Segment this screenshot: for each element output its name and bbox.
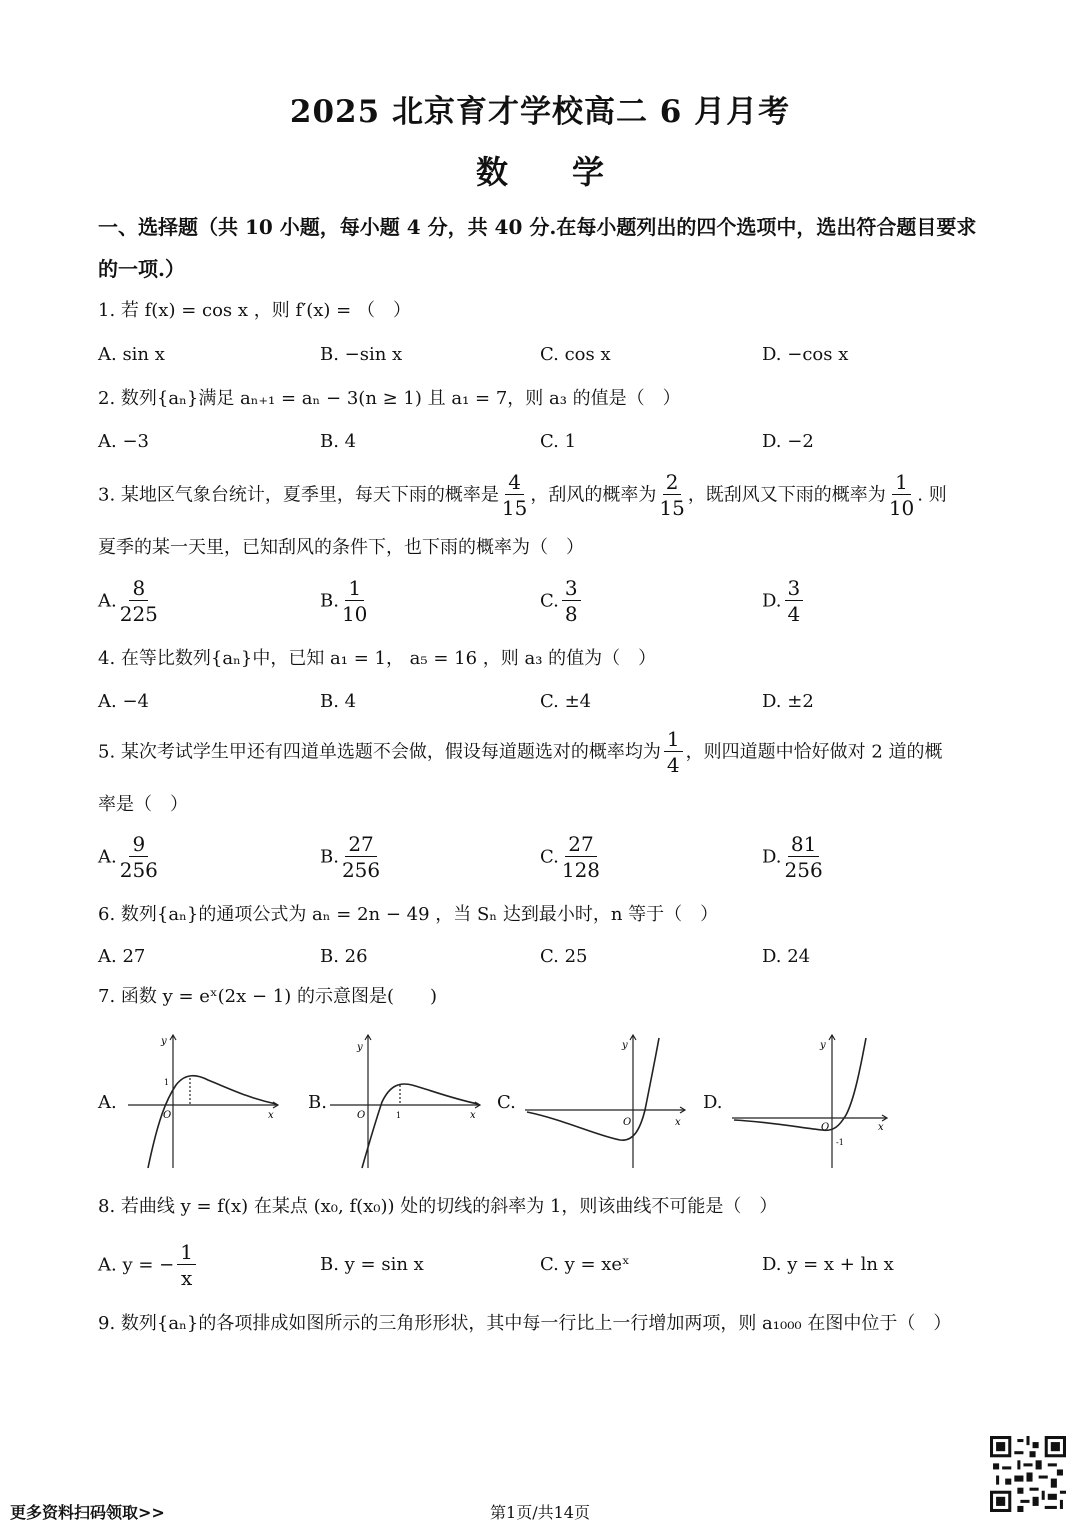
q6-option-d[interactable]: D. 24 (762, 946, 811, 967)
q5-option-c[interactable]: C. $\frac{27}{128}$ (540, 832, 601, 882)
q3-fraction-wind: $\frac{2}{15}$ (659, 470, 685, 520)
q1-option-c[interactable]: C. cos x (540, 344, 611, 365)
q3-option-d[interactable]: D. $\frac{3}{4}$ (762, 576, 806, 627)
graph-b-y-label: y (357, 1042, 363, 1053)
q3-option-c[interactable]: C. $\frac{3}{8}$ (540, 576, 584, 627)
q2-option-c[interactable]: C. 1 (540, 431, 577, 452)
q4-option-b[interactable]: B. 4 (320, 691, 357, 712)
q3-text-a: 3. 某地区气象台统计，夏季里，每天下雨的概率是 (98, 484, 499, 506)
q5-option-d[interactable]: D. $\frac{81}{256}$ (762, 832, 823, 882)
graph-c-x-label: x (675, 1117, 681, 1128)
q7-option-b[interactable]: B. (308, 1092, 327, 1113)
graph-d-origin: O (821, 1122, 830, 1133)
question-5-line2: 率是（ ） (98, 794, 188, 815)
question-5-stem (98, 727, 998, 778)
q3-option-a[interactable]: A. $\frac{8}{225}$ (98, 576, 158, 626)
q6-option-a[interactable]: A. 27 (98, 946, 146, 967)
q2-option-a[interactable]: A. −3 (98, 431, 149, 452)
q7-option-c[interactable]: C. (497, 1092, 516, 1113)
q5-text-a: 5. 某次考试学生甲还有四道单选题不会做，假设每道题选对的概率均为 (98, 741, 661, 763)
question-3-stem (98, 470, 998, 521)
q8-option-d[interactable]: D. y = x + ln x (762, 1254, 894, 1275)
q4-option-a[interactable]: A. −4 (98, 691, 149, 712)
graph-c-y-label: y (622, 1040, 628, 1051)
q8-option-a[interactable]: A. y = − $\frac{1}{x}$ (98, 1240, 199, 1291)
q7-graph-a (128, 1030, 288, 1170)
graph-a-tick-1: 1 (164, 1078, 170, 1087)
q3-fraction-rain: $\frac{4}{15}$ (501, 470, 528, 520)
question-3-line2: 夏季的某一天里，已知刮风的条件下，也下雨的概率为（ ） (98, 537, 584, 558)
subject-title: 数 学 (475, 153, 604, 191)
q7-graph-c (525, 1030, 695, 1170)
question-9-stem: 9. 数列{aₙ}的各项排成如图所示的三角形形状，其中每一行比上一行增加两项，则 a₁₀₀₀ 在图中位于（ ） (98, 1313, 952, 1334)
graph-a-x-label: x (268, 1110, 274, 1121)
q4-option-d[interactable]: D. ±2 (762, 691, 814, 712)
graph-a-y-label: y (161, 1036, 167, 1047)
graph-d-tick-neg1: -1 (836, 1138, 844, 1147)
question-4-stem: 4. 在等比数列{aₙ}中，已知 a₁ = 1， a₅ = 16 ，则 a₃ 的值为（ ） (98, 648, 657, 669)
q2-option-d[interactable]: D. −2 (762, 431, 814, 452)
page-number: 第1页/共14页 (490, 1503, 590, 1522)
q1-option-b[interactable]: B. −sin x (320, 344, 403, 365)
q3-option-b[interactable]: B. $\frac{1}{10}$ (320, 576, 368, 626)
q7-graph-b (330, 1030, 490, 1170)
q8-option-c[interactable]: C. y = xeˣ (540, 1254, 630, 1275)
q1-option-d[interactable]: D. −cos x (762, 344, 849, 365)
q3-text-d: . 则 (917, 484, 947, 506)
q3-fraction-both: $\frac{1}{10}$ (888, 470, 915, 520)
page-title: 2025 北京育才学校高二 6 月月考 (289, 94, 791, 130)
q7-option-d[interactable]: D. (703, 1092, 723, 1113)
q1-option-a[interactable]: A. sin x (98, 344, 165, 365)
q7-option-a[interactable]: A. (98, 1092, 117, 1113)
question-7-stem: 7. 函数 y = eˣ(2x − 1) 的示意图是( ) (98, 986, 437, 1007)
question-8-stem: 8. 若曲线 y = f(x) 在某点 (x₀, f(x₀)) 处的切线的斜率为 1，则该曲线不可能是（ ） (98, 1196, 778, 1217)
section-heading: 一、选择题（共 10 小题，每小题 4 分，共 40 分.在每小题列出的四个选项中，选出符合题目要求的一项.） (98, 215, 977, 281)
question-1-stem: 1. 若 f(x) = cos x ，则 f′(x) = （ ） (98, 300, 411, 321)
q6-option-c[interactable]: C. 25 (540, 946, 588, 967)
graph-d-y-label: y (820, 1040, 826, 1051)
q7-graph-d (732, 1030, 892, 1170)
q8-option-b[interactable]: B. y = sin x (320, 1254, 424, 1275)
q5-option-a[interactable]: A. $\frac{9}{256}$ (98, 832, 158, 882)
graph-b-x-label: x (470, 1110, 476, 1121)
q6-option-b[interactable]: B. 26 (320, 946, 368, 967)
q3-text-c: ，既刮风又下雨的概率为 (687, 484, 886, 506)
q4-option-c[interactable]: C. ±4 (540, 691, 592, 712)
question-2-stem: 2. 数列{aₙ}满足 aₙ₊₁ = aₙ − 3(n ≥ 1) 且 a₁ = 7，则 a₃ 的值是（ ） (98, 388, 681, 409)
graph-c-origin: O (623, 1117, 632, 1128)
q5-text-b: ，则四道题中恰好做对 2 道的概 (685, 741, 943, 763)
q3-text-b: ，刮风的概率为 (530, 484, 657, 506)
q5-fraction: $\frac{1}{4}$ (664, 727, 683, 778)
graph-d-x-label: x (878, 1122, 884, 1133)
question-6-stem: 6. 数列{aₙ}的通项公式为 aₙ = 2n − 49 ，当 Sₙ 达到最小时，n 等于（ ） (98, 904, 719, 925)
q2-option-b[interactable]: B. 4 (320, 431, 357, 452)
q5-option-b[interactable]: B. $\frac{27}{256}$ (320, 832, 381, 882)
graph-b-origin: O (357, 1110, 366, 1121)
graph-a-origin: O (163, 1110, 172, 1121)
footer-promo-text[interactable]: 更多资料扫码领取>> (10, 1503, 165, 1522)
graph-b-tick-1: 1 (396, 1111, 402, 1120)
